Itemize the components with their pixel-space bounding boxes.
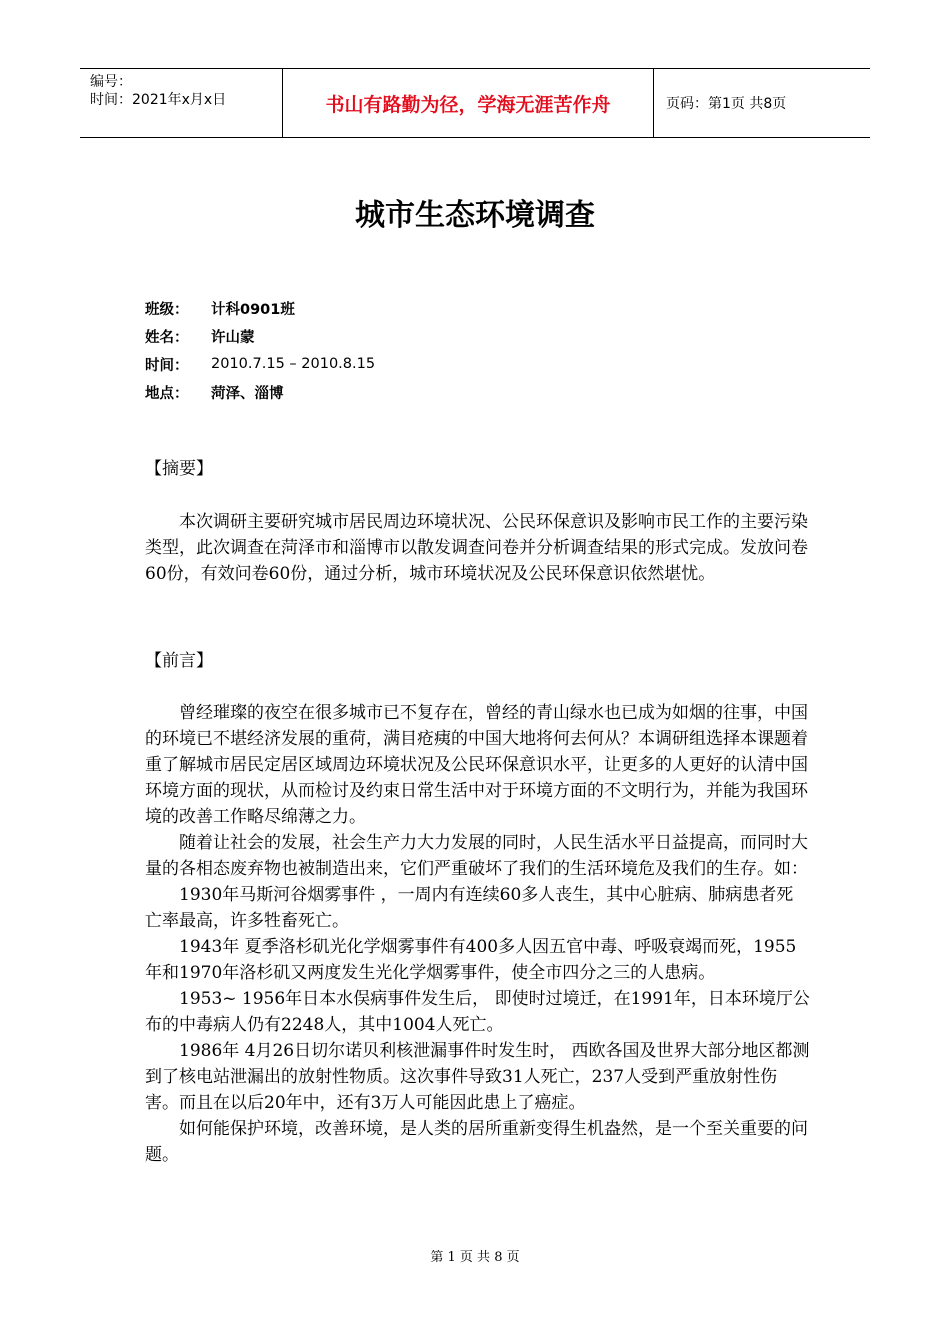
- preface-paragraph: 1943年 夏季洛杉矶光化学烟雾事件有400多人因五官中毒、呼吸衰竭而死，1955年和1970年洛杉矶又两度发生光化学烟雾事件，使全市四分之三的人患病。: [145, 937, 797, 983]
- info-value: 2010.7.15 – 2010.8.15: [211, 356, 376, 372]
- header-number-label: 编号：: [90, 74, 132, 90]
- info-label: 姓名：: [145, 329, 189, 346]
- preface-paragraph: 1986年 4月26日切尔诺贝利核泄漏事件时发生时， 西欧各国及世界大部分地区都测到了核电站泄漏出的放射性物质。这次事件导致31人死亡，237人受到严重放射性伤害。而且在以后20年中，还有3万人可能因此患上了癌症。: [145, 1041, 810, 1113]
- header-page-info: 页码：第1页 共8页: [666, 96, 787, 112]
- preface-paragraph: 随着让社会的发展，社会生产力大力发展的同时，人民生活水平日益提高，而同时大量的各相态废弃物也被制造出来，它们严重破坏了我们的生活环境危及我们的生存。如：: [145, 833, 808, 879]
- abstract-paragraph: 本次调研主要研究城市居民周边环境状况、公民环保意识及影响市民工作的主要污染类型，此次调查在菏泽市和淄博市以散发调查问卷并分析调查结果的形式完成。发放问卷60份，有效问卷60份，通过分析，城市环境状况及公民环保意识依然堪忧。: [145, 512, 808, 584]
- preface-paragraph: 1930年马斯河谷烟雾事件 ，一周内有连续60多人丧生，其中心脏病、肺病患者死亡率最高，许多牲畜死亡。: [145, 885, 794, 931]
- page-footer: 第 1 页 共 8 页: [430, 1250, 520, 1265]
- info-row-name: [145, 322, 375, 350]
- preface-heading: 【前言】: [145, 651, 213, 671]
- info-value: 计科0901班: [211, 301, 295, 318]
- info-row-location: [145, 378, 375, 406]
- info-value: 菏泽、淄博: [211, 385, 284, 402]
- info-label: 班级：: [145, 301, 189, 318]
- info-row-class: [145, 294, 375, 322]
- info-label: 地点：: [145, 385, 189, 402]
- header-time: 时间：2021年x月x日: [90, 92, 227, 108]
- abstract-heading: 【摘要】: [145, 459, 213, 479]
- info-block: [145, 294, 375, 406]
- header-meta: [80, 69, 282, 137]
- header-table: [80, 68, 870, 138]
- preface-paragraph: 1953~ 1956年日本水俣病事件发生后， 即使时过境迁，在1991年，日本环境厅公布的中毒病人仍有2248人，其中1004人死亡。: [145, 989, 810, 1035]
- header-motto: 书山有路勤为径，学海无涯苦作舟: [282, 69, 654, 137]
- document-title: 城市生态环境调查: [355, 198, 595, 233]
- info-label: 时间：: [145, 357, 189, 374]
- abstract-body: [145, 509, 810, 587]
- preface-paragraph: 曾经璀璨的夜空在很多城市已不复存在，曾经的青山绿水也已成为如烟的往事，中国的环境已不堪经济发展的重荷，满目疮痍的中国大地将何去何从？本调研组选择本课题着重了解城市居民定居区域周边环境状况及公民环保意识水平，让更多的人更好的认清中国环境方面的现状，从而检讨及约束日常生活中对于环境方面的不文明行为，并能为我国环境的改善工作略尽绵薄之力。: [145, 703, 808, 827]
- preface-body: [145, 700, 810, 1168]
- info-value: 许山蒙: [211, 329, 255, 346]
- preface-paragraph: 如何能保护环境，改善环境，是人类的居所重新变得生机盎然，是一个至关重要的问题。: [145, 1119, 808, 1165]
- info-row-time: [145, 350, 375, 378]
